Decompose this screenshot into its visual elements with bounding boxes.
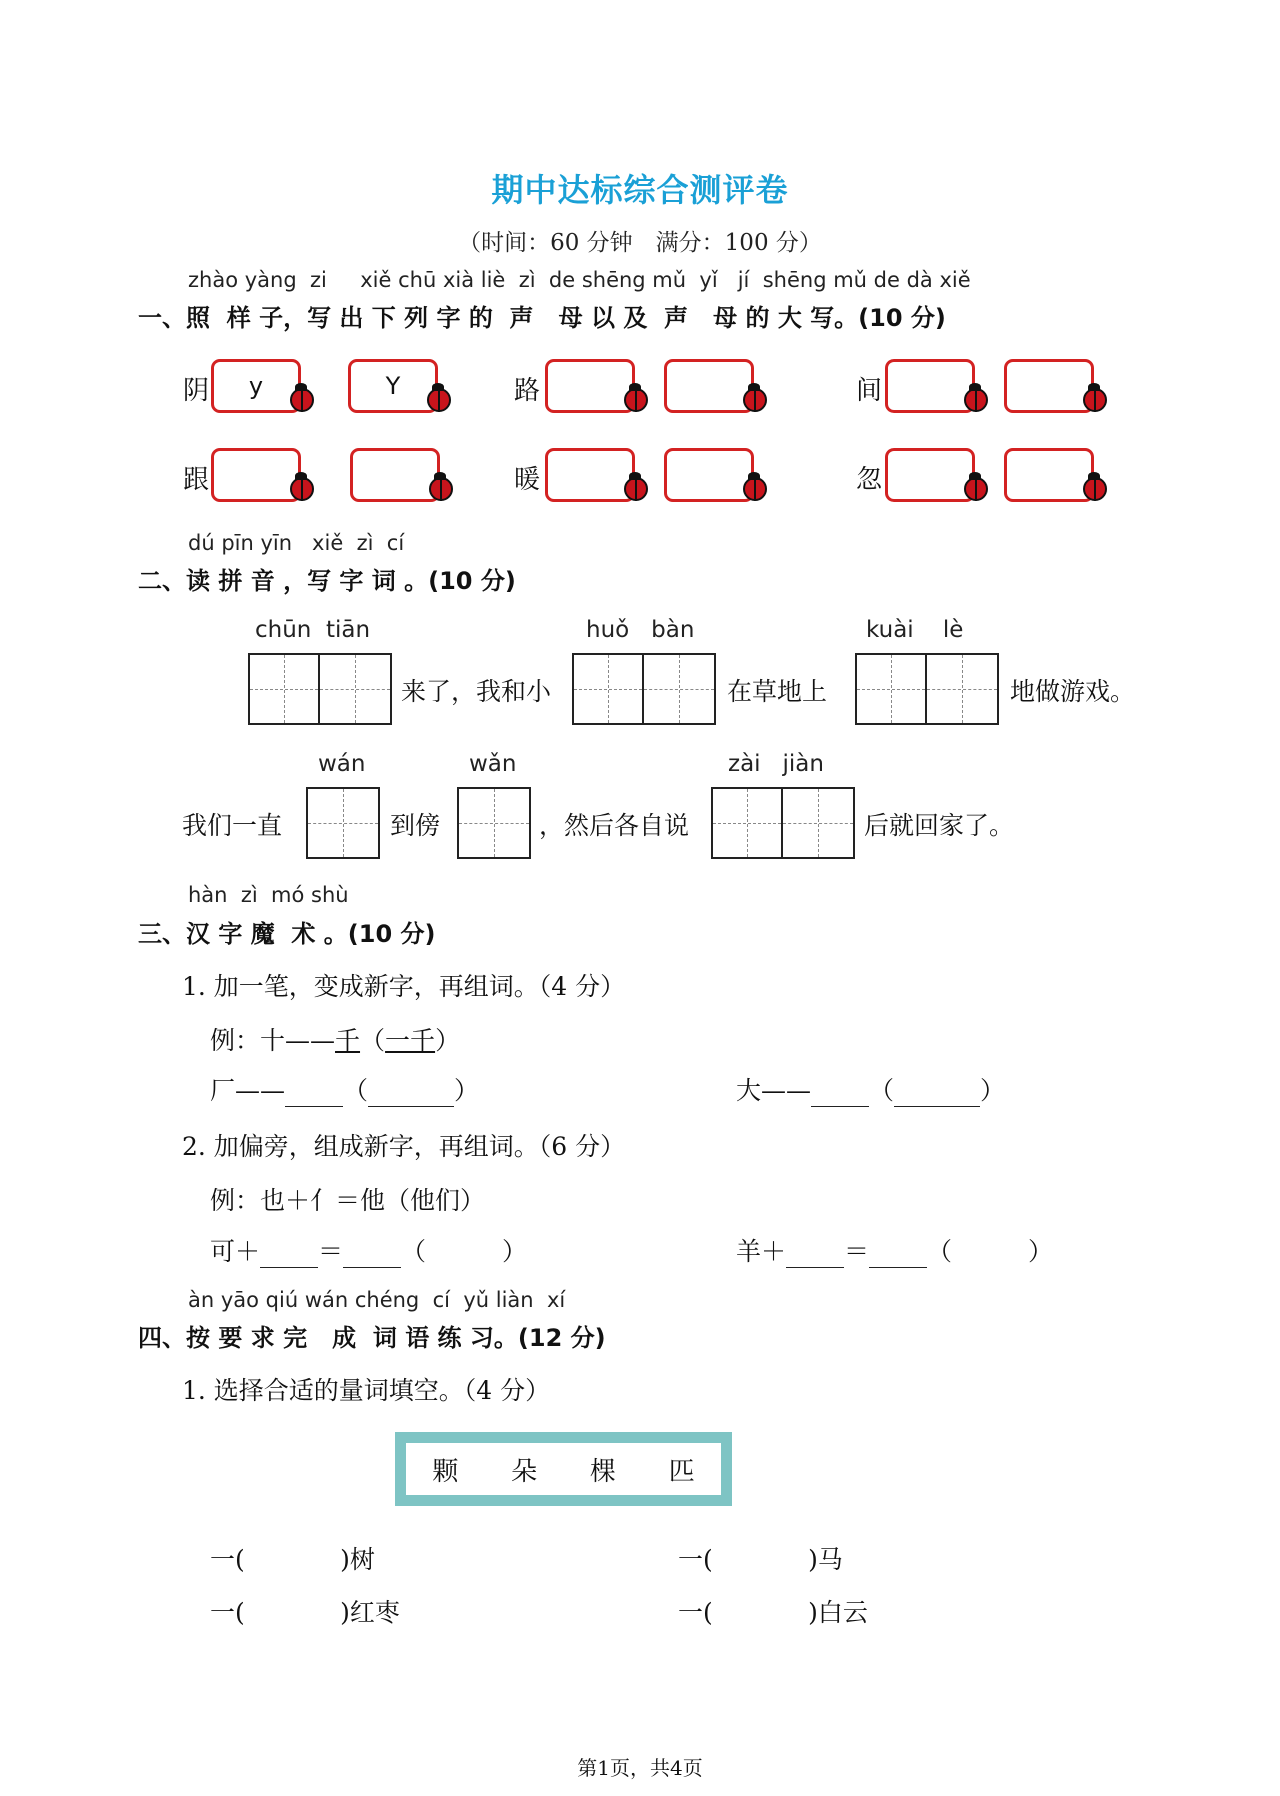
ladybug-icon <box>964 477 988 501</box>
blank-word[interactable] <box>894 1082 980 1107</box>
section2-heading: 二、读 拼 音 ，写 字 词 。(10 分) <box>138 567 516 595</box>
ladybug-icon <box>290 477 314 501</box>
char-hu: 忽 <box>856 465 883 495</box>
question-4-1: 1. 选择合适的量词填空。（4 分） <box>182 1376 551 1405</box>
answer-box-hu-capital[interactable] <box>1004 448 1094 502</box>
pinyin-chuntian: chūn tiān <box>255 617 371 643</box>
question-3-2: 2. 加偏旁，组成新字，再组词。（6 分） <box>182 1132 626 1161</box>
tianzige-huoban[interactable] <box>572 653 716 725</box>
ladybug-icon <box>1083 477 1107 501</box>
word-choice-box <box>395 1432 732 1506</box>
tianzige-wan3[interactable] <box>457 787 531 859</box>
fill-ma[interactable]: 一( )马 <box>678 1545 843 1574</box>
section1-heading: 一、照 样 子，写 出 下 列 字 的 声 母 以 及 声 母 的 大 写。(10 分) <box>138 304 946 332</box>
ladybug-icon <box>624 477 648 501</box>
pinyin-zaijian: zài jiàn <box>728 751 824 777</box>
example-3-1: 例：十——千（一千） <box>210 1026 461 1055</box>
tianzige-wan[interactable] <box>306 787 380 859</box>
section3-pinyin: hàn zì mó shù <box>188 883 349 907</box>
char-nuan: 暖 <box>514 465 541 495</box>
fill-shu[interactable]: 一( )树 <box>210 1545 375 1574</box>
tianzige-chuntian[interactable] <box>248 653 392 725</box>
blank-new-char[interactable] <box>811 1082 869 1107</box>
ladybug-icon <box>624 388 648 412</box>
word-duo: 朵 <box>511 1456 538 1487</box>
word-ke-tree: 棵 <box>589 1456 616 1487</box>
blank-radical[interactable] <box>260 1243 318 1268</box>
ladybug-icon <box>1083 388 1107 412</box>
blank-new-char[interactable] <box>869 1243 927 1268</box>
page-number: 第1页，共4页 <box>577 1756 703 1780</box>
section4-heading: 四、按 要 求 完 成 词 语 练 习。(12 分) <box>138 1324 606 1352</box>
answer-box-lu-initial[interactable] <box>545 359 635 413</box>
blank-word[interactable] <box>368 1082 454 1107</box>
char-yin: 阴 <box>183 376 210 406</box>
text-houjiu: 后就回家了。 <box>864 811 1015 840</box>
fill-baiyun[interactable]: 一( )白云 <box>678 1598 868 1627</box>
item-da: 大—— （ ） <box>736 1076 1006 1105</box>
question-3-1: 1. 加一笔，变成新字，再组词。（4 分） <box>182 972 626 1001</box>
ladybug-icon <box>290 388 314 412</box>
item-chang: 厂—— （ ） <box>210 1076 480 1105</box>
text-ranhou: ，然后各自说 <box>539 811 690 840</box>
tianzige-kuaile[interactable] <box>855 653 999 725</box>
answer-box-gen-initial[interactable] <box>211 448 301 502</box>
text-womenyizhi: 我们一直 <box>182 811 283 840</box>
answer-box-lu-capital[interactable] <box>664 359 754 413</box>
answer-box-jian-initial[interactable] <box>885 359 975 413</box>
section3-heading: 三、汉 字 魔 术 。(10 分) <box>138 920 436 948</box>
text-zuoyouxi: 地做游戏。 <box>1010 677 1136 706</box>
char-jian: 间 <box>856 376 883 406</box>
pinyin-kuaile: kuài lè <box>866 617 964 643</box>
ladybug-icon <box>743 388 767 412</box>
fill-hongzao[interactable]: 一( )红枣 <box>210 1598 400 1627</box>
blank-new-char[interactable] <box>285 1082 343 1107</box>
word-ke: 颗 <box>432 1456 459 1487</box>
page-title: 期中达标综合测评卷 <box>491 171 789 209</box>
ladybug-icon <box>427 388 451 412</box>
example-3-2: 例：也＋亻＝他（他们） <box>210 1186 486 1215</box>
text-laile: 来了，我和小 <box>401 677 552 706</box>
answer-box-yin-capital[interactable]: Y <box>348 359 438 413</box>
item-yang: 羊＋ ＝ （ ） <box>736 1237 1054 1266</box>
item-ke: 可＋ ＝ （ ） <box>210 1237 528 1266</box>
blank-radical[interactable] <box>786 1243 844 1268</box>
section2-pinyin: dú pīn yīn xiě zì cí <box>188 531 405 555</box>
ladybug-icon <box>429 477 453 501</box>
answer-box-nuan-initial[interactable] <box>545 448 635 502</box>
exam-info: （时间：60 分钟 满分：100 分） <box>458 230 822 256</box>
answer-box-jian-capital[interactable] <box>1004 359 1094 413</box>
pinyin-wan: wán <box>318 751 366 777</box>
text-daobang: 到傍 <box>390 811 441 840</box>
blank-new-char[interactable] <box>343 1243 401 1268</box>
tianzige-zaijian[interactable] <box>711 787 855 859</box>
word-pi: 匹 <box>668 1456 695 1487</box>
pinyin-wan3: wǎn <box>469 751 517 777</box>
char-lu: 路 <box>514 376 541 406</box>
answer-box-gen-capital[interactable] <box>350 448 440 502</box>
answer-box-yin-initial[interactable]: y <box>211 359 301 413</box>
answer-box-hu-initial[interactable] <box>885 448 975 502</box>
section4-pinyin: àn yāo qiú wán chéng cí yǔ liàn xí <box>188 1288 566 1312</box>
pinyin-huoban: huǒ bàn <box>586 617 695 643</box>
answer-box-nuan-capital[interactable] <box>664 448 754 502</box>
char-gen: 跟 <box>183 465 210 495</box>
section1-pinyin: zhào yàng zi xiě chū xià liè zì de shēng mǔ yǐ jí shēng mǔ de dà xiě <box>188 268 971 292</box>
text-caodishang: 在草地上 <box>727 677 828 706</box>
ladybug-icon <box>964 388 988 412</box>
ladybug-icon <box>743 477 767 501</box>
